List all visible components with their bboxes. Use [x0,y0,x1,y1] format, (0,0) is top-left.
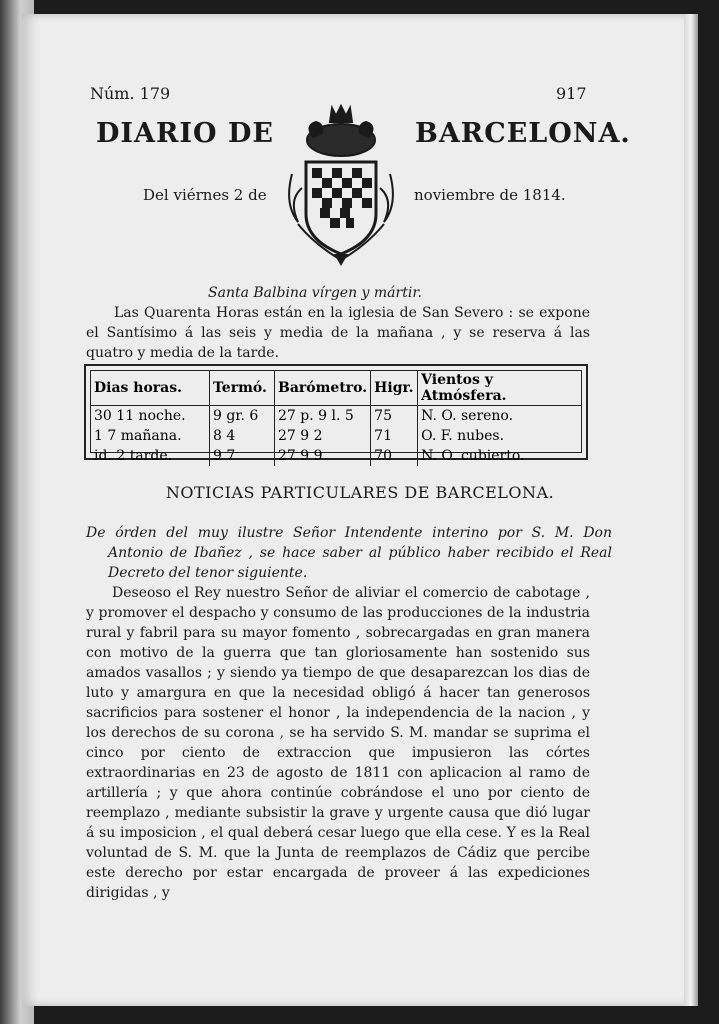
header-hygrometer: Higr. [371,371,418,406]
coat-of-arms-icon [284,104,398,266]
cell-baro: 27 p. 9 l. 5 [275,406,371,427]
cell-day-hour: id. 2 tarde. [91,446,210,466]
page-edge [684,14,698,1006]
header-barometer: Barómetro. [275,371,371,406]
decree-body-text: Deseoso el Rey nuestro Señor de aliviar el comercio de cabotage , y promover el despacho y consumo de las producciones de la industria rural y fabril para su mayor fomento , sobrecargadas en gran manera con motivo de la guerra que tan gloriosamente han sostenido sus amados vasallos ; y siendo ya tiempo de que desaparezcan los dias de luto y amargura en que la necesidad obligó á hacer tan generosos sacrificios para sostener el honor , la independencia de la nacion , y los derechos de su corona , se ha servido S. M. mandar se suprima el cinco por ciento de extraccion que impusieron las córtes extraordinarias en 23 de agosto de 1811 con aplicacion al ramo de artillería ; y que ahora continúe cobrándose el uno por ciento de reemplazo , mediante subsistir la grave y urgente causa que dió lugar á su imposicion , el qual deberá cesar luego que ella cese. Y es la Real voluntad de S. M. que la Junta de reemplazos de Cádiz que percibe este derecho por estar encargada de proveer á las expediciones dirigidas , y [86,585,590,901]
newspaper-page [22,14,698,1006]
date-right: noviembre de 1814. [414,186,566,204]
cell-baro: 27 9 9 [275,446,371,466]
cell-hygro: 71 [371,426,418,446]
cell-day-hour: 1 7 mañana. [91,426,210,446]
page-number: 917 [556,84,587,103]
cell-hygro: 75 [371,406,418,427]
cell-thermo: 8 4 [210,426,275,446]
table-row [91,446,581,466]
date-left: Del viérnes 2 de [143,186,267,204]
cell-thermo: 9 7 [210,446,275,466]
weather-table [84,364,588,464]
header-thermometer: Termó. [210,371,275,406]
cell-thermo: 9 gr. 6 [210,406,275,427]
cell-wind: O. F. nubes. [421,428,505,444]
header-days-hours: Dias horas. [91,371,210,406]
masthead-title-left: DIARIO DE [96,118,274,149]
table-row [91,406,581,427]
section-heading: NOTICIAS PARTICULARES DE BARCELONA. [165,483,555,502]
issue-number: Núm. 179 [90,84,171,103]
cell-day-hour: 30 11 noche. [91,406,210,427]
table-row [91,426,581,446]
masthead-title-right: BARCELONA. [415,118,631,149]
cell-wind: N. O. cubierto. [421,448,525,464]
order-announcement: De órden del muy ilustre Señor Intendente interino por S. M. Don Antonio de Ibañez , se hace saber al público haber recibido el Real Decreto del tenor siguiente. [86,525,612,581]
weather-header-row [91,371,581,406]
header-winds: Vientos y Atmósfera. [418,371,581,406]
saint-of-the-day: Santa Balbina vírgen y mártir. [208,285,422,301]
cell-baro: 27 9 2 [275,426,371,446]
cell-wind: N. O. sereno. [421,408,514,424]
cell-hygro: 70 [371,446,418,466]
forty-hours-notice: Las Quarenta Horas están en la iglesia de San Severo : se expone el Santísimo á las seis y media de la mañana , y se reserva á las quatro y media de la tarde. [86,305,590,361]
